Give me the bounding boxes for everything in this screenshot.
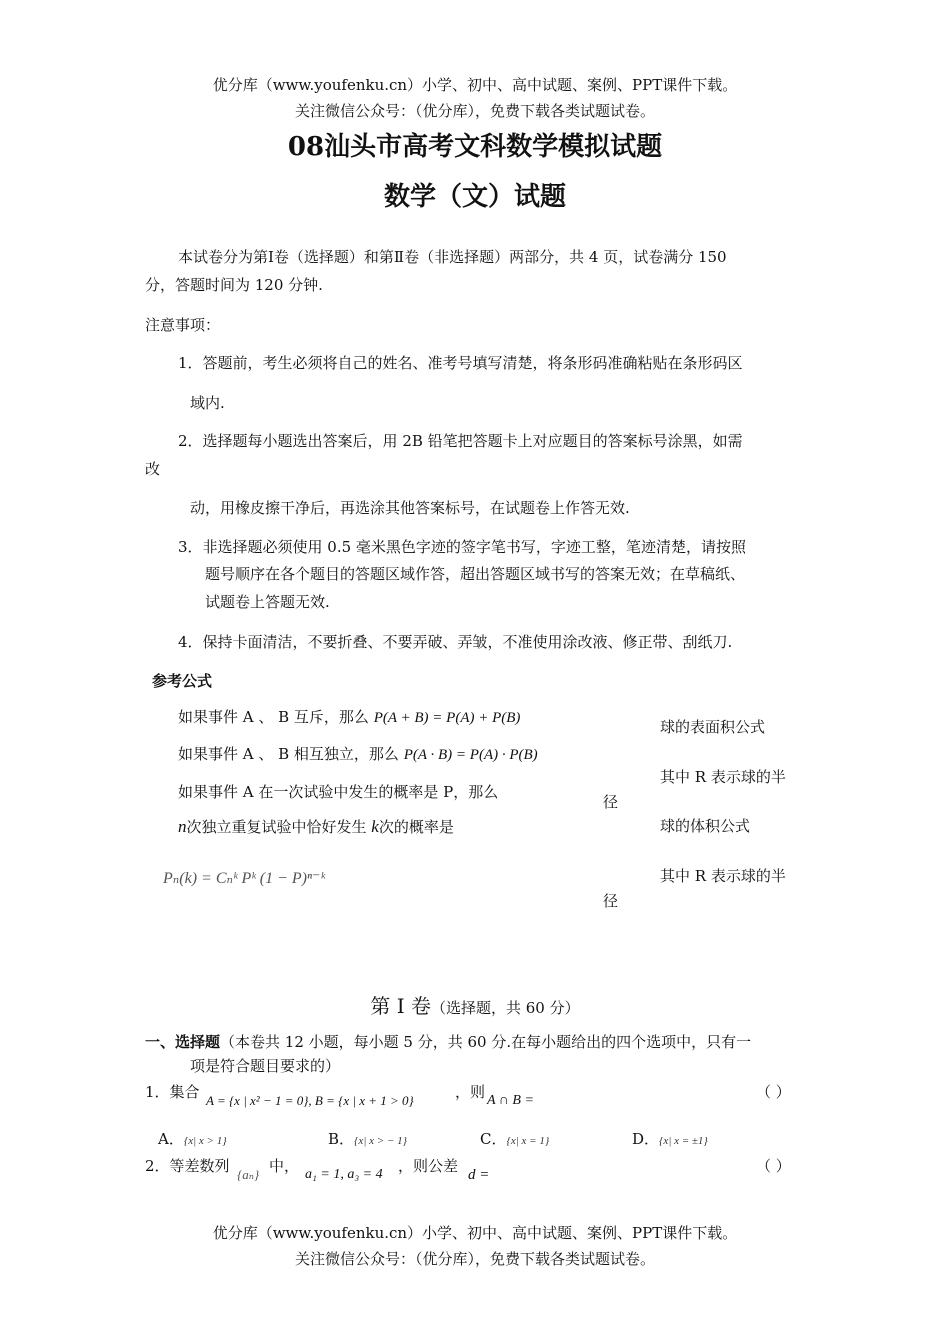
intro-line-2: 分，答题时间为 120 分钟. xyxy=(145,276,323,294)
formula-1-math: P(A + B) = P(A) + P(B) xyxy=(373,710,521,726)
footer-line-1: 优分库（www.youfenku.cn）小学、初中、高中试题、案例、PPT课件下载。 xyxy=(212,1224,738,1242)
footer-line-2: 关注微信公众号：（优分库），免费下载各类试题试卷。 xyxy=(294,1250,655,1268)
sphere-area-label: 球的表面积公式 xyxy=(660,718,766,736)
q1-sets: A = {x | x² − 1 = 0}, B = {x | x + 1 > 0} xyxy=(206,1093,414,1108)
q1-intersection: A ∩ B = xyxy=(487,1093,534,1108)
q1-option-c-label: C． xyxy=(480,1130,507,1148)
part-1-heading xyxy=(0,990,950,1019)
part-1-title: 第 Ⅰ 卷 xyxy=(370,994,431,1018)
section-1-label: 一、选择题 xyxy=(145,1033,221,1051)
section-1-desc: （本卷共 12 小题，每小题 5 分，共 60 分.在每小题给出的四个选项中，只有一 xyxy=(220,1033,752,1051)
q1-option-d-label: D． xyxy=(632,1130,660,1148)
q1-option-c-text: {x| x = 1} xyxy=(506,1135,550,1147)
sphere-radius-note-2: 其中 R 表示球的半 xyxy=(660,867,786,885)
q2-then-diff: ，则公差 xyxy=(398,1157,459,1175)
formula-4 xyxy=(178,816,454,837)
q1-option-c xyxy=(480,1128,549,1149)
q1-option-a xyxy=(158,1128,227,1149)
notice-item-3: 3．非选择题必须使用 0.5 毫米黑色字迹的签字笔书写，字迹工整，笔迹清楚，请按照 xyxy=(178,538,746,556)
binomial-formula: Pₙ(k) = Cₙᵏ Pᵏ (1 − P)ⁿ⁻ᵏ xyxy=(163,870,325,887)
q1-option-d-text: {x| x = ±1} xyxy=(659,1135,708,1147)
q2-terms: a₁ = 1, a₃ = 4 xyxy=(305,1167,383,1182)
q1-option-a-label: A． xyxy=(158,1130,184,1148)
sphere-radius-note-2-wrap: 径 xyxy=(603,892,619,910)
formula-2-text: 如果事件 A 、 B 相互独立，那么 xyxy=(178,745,399,763)
formulas-heading: 参考公式 xyxy=(152,672,213,690)
formula-4-n: n xyxy=(178,817,187,836)
notice-item-2-wrap: 改 xyxy=(145,460,161,478)
formula-3-text: 如果事件 A 在一次试验中发生的概率是 P，那么 xyxy=(178,783,499,801)
q1-number: 1．集合 xyxy=(145,1083,200,1101)
intro-line-1: 本试卷分为第Ⅰ卷（选择题）和第Ⅱ卷（非选择题）两部分，共 4 页，试卷满分 150 xyxy=(178,248,727,266)
notice-item-4: 4．保持卡面清洁，不要折叠、不要弄破、弄皱，不准使用涂改液、修正带、刮纸刀. xyxy=(178,633,733,651)
notice-item-3-cont-2: 试题卷上答题无效. xyxy=(205,593,330,611)
page-subtitle: 数学（文）试题 xyxy=(383,182,566,212)
notice-item-3-cont: 题号顺序在各个题目的答题区域作答，超出答题区域书写的答案无效；在草稿纸、 xyxy=(205,565,746,583)
sphere-radius-note-1: 其中 R 表示球的半 xyxy=(660,768,786,786)
formula-4-k: k xyxy=(371,817,379,836)
sphere-volume-label: 球的体积公式 xyxy=(660,817,751,835)
notice-item-1-cont: 域内. xyxy=(190,394,225,412)
formula-1 xyxy=(178,706,520,727)
q2-in: 中， xyxy=(269,1157,300,1175)
formula-1-text: 如果事件 A 、 B 互斥，那么 xyxy=(178,708,369,726)
section-1-intro xyxy=(145,1031,751,1052)
part-1-subtitle: （选择题，共 60 分） xyxy=(431,999,580,1017)
header-line-1: 优分库（www.youfenku.cn）小学、初中、高中试题、案例、PPT课件下载。 xyxy=(212,76,738,94)
q1-then: ，则 xyxy=(455,1083,486,1101)
formula-4-text-b: 次的概率是 xyxy=(378,818,454,836)
notice-item-2-cont: 动，用橡皮擦干净后，再选涂其他答案标号，在试题卷上作答无效. xyxy=(190,499,630,517)
notice-item-1: 1．答题前，考生必须将自己的姓名、准考号填写清楚，将条形码准确粘贴在条形码区 xyxy=(178,354,743,372)
q2-sequence: {aₙ} xyxy=(237,1167,260,1182)
q1-option-d xyxy=(632,1128,708,1149)
q2-d: d = xyxy=(468,1167,490,1183)
formula-2-math: P(A · B) = P(A) · P(B) xyxy=(403,747,538,763)
q1-option-a-text: {x| x > 1} xyxy=(183,1135,227,1147)
notice-heading: 注意事项： xyxy=(145,316,221,334)
q1-option-b-label: B． xyxy=(328,1130,355,1148)
header-line-2: 关注微信公众号：（优分库），免费下载各类试题试卷。 xyxy=(294,102,655,120)
q1-answer-paren: （ ） xyxy=(756,1083,791,1101)
formula-4-text-a: 次独立重复试验中恰好发生 xyxy=(186,818,367,836)
page-title: 08汕头市高考文科数学模拟试题 xyxy=(287,132,663,162)
q2-answer-paren: （ ） xyxy=(756,1157,791,1175)
q1-option-b-text: {x| x > − 1} xyxy=(354,1135,407,1147)
section-1-desc-cont: 项是符合题目要求的） xyxy=(190,1057,341,1075)
formula-2 xyxy=(178,743,538,764)
q2-number: 2．等差数列 xyxy=(145,1157,230,1175)
sphere-radius-note-1-wrap: 径 xyxy=(603,793,619,811)
notice-item-2: 2．选择题每小题选出答案后，用 2B 铅笔把答题卡上对应题目的答案标号涂黑，如需 xyxy=(178,432,743,450)
q1-option-b xyxy=(328,1128,407,1149)
